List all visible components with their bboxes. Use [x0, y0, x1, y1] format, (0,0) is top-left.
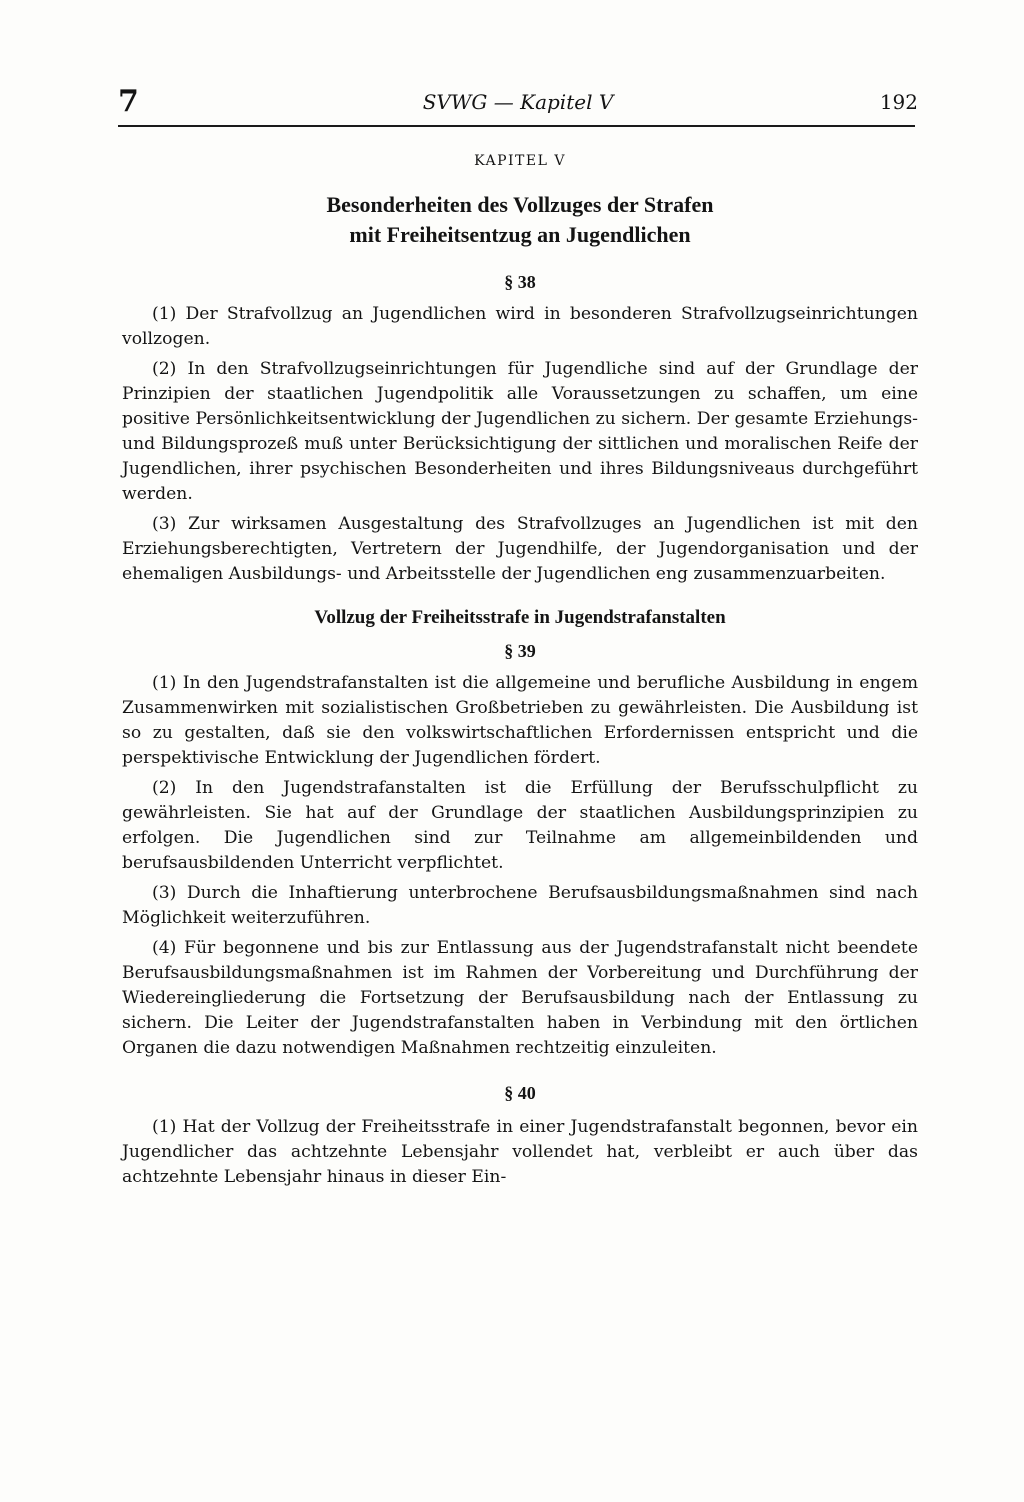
chapter-heading-line-1: Besonderheiten des Vollzuges der Strafen: [326, 192, 714, 217]
chapter-heading-line-2: mit Freiheitsentzug an Jugendlichen: [349, 222, 691, 247]
section-38-paragraph-3: (3) Zur wirksamen Ausgestaltung des Strafvollzuges an Jugendlichen ist mit den Erziehungsberechtigten, Vertretern der Jugendhilfe, der Jugendorganisation und der ehemaligen Ausbildungs- und Arbeitsstelle der Jugendlichen eng zusammenzuarbeiten.: [122, 514, 918, 584]
section-39-paragraph-1: (1) In den Jugendstrafanstalten ist die allgemeine und berufliche Ausbildung in engem Zusammenwirken mit sozialistischen Großbetrieben zu gewährleisten. Die Ausbildung ist so zu gestalten, daß sie den volkswirtschaftlichen Erfordernissen entspricht und die perspektivische Entwicklung der Jugendlichen fördert.: [122, 673, 918, 768]
section-39-paragraph-3: (3) Durch die Inhaftierung unterbrochene Berufsausbildungsmaßnahmen sind nach Möglichkeit weiterzuführen.: [122, 883, 918, 928]
chapter-label: KAPITEL V: [474, 153, 566, 169]
section-40-paragraph-1: (1) Hat der Vollzug der Freiheitsstrafe in einer Jugendstrafanstalt begonnen, bevor ein Jugendlicher das achtzehnte Lebensjahr vollendet hat, verbleibt er auch über das achtzehnte Lebensjahr hinaus in dieser Ein-: [122, 1117, 918, 1187]
chapter-heading: [122, 190, 918, 250]
section-39-mark: § 39: [504, 641, 536, 661]
body-text: [122, 150, 918, 1190]
section-39-heading: Vollzug der Freiheitsstrafe in Jugendstrafanstalten: [314, 607, 726, 628]
running-head-title: SVWG — Kapitel V: [422, 90, 614, 114]
chapter-number: 7: [118, 84, 139, 119]
section-40-mark: § 40: [504, 1083, 536, 1103]
header-rule: [118, 125, 915, 127]
section-39-paragraph-2: (2) In den Jugendstrafanstalten ist die Erfüllung der Berufsschulpflicht zu gewährleisten. Sie hat auf der Grundlage der staatlichen Ausbildungsprinzipien zu erfolgen. Die Jugendlichen sind zur Teilnahme am allgemeinbildenden und berufsausbildenden Unterricht verpflichtet.: [122, 778, 918, 873]
section-38-mark: § 38: [504, 272, 536, 292]
running-head: [118, 84, 918, 124]
page-number: 192: [879, 90, 918, 114]
section-38-paragraph-1: (1) Der Strafvollzug an Jugendlichen wird in besonderen Strafvollzugseinrichtungen vollzogen.: [122, 304, 918, 349]
section-38-paragraph-2: (2) In den Strafvollzugseinrichtungen für Jugendliche sind auf der Grundlage der Prinzipien der staatlichen Jugendpolitik alle Voraussetzungen zu schaffen, um eine positive Persönlichkeitsentwicklung der Jugendlichen zu sichern. Der gesamte Erziehungs- und Bildungsprozeß muß unter Berücksichtigung der sittlichen und moralischen Reife der Jugendlichen, ihrer psychischen Besonderheiten und ihres Bildungsniveaus durchgeführt werden.: [122, 359, 918, 504]
section-39-paragraph-4: (4) Für begonnene und bis zur Entlassung aus der Jugendstrafanstalt nicht beendete Berufsausbildungsmaßnahmen ist im Rahmen der Vorbereitung und Durchführung der Wiedereingliederung die Fortsetzung der Berufsausbildung nach der Entlassung zu sichern. Die Leiter der Jugendstrafanstalten haben in Verbindung mit den örtlichen Organen die dazu notwendigen Maßnahmen rechtzeitig einzuleiten.: [122, 938, 918, 1058]
